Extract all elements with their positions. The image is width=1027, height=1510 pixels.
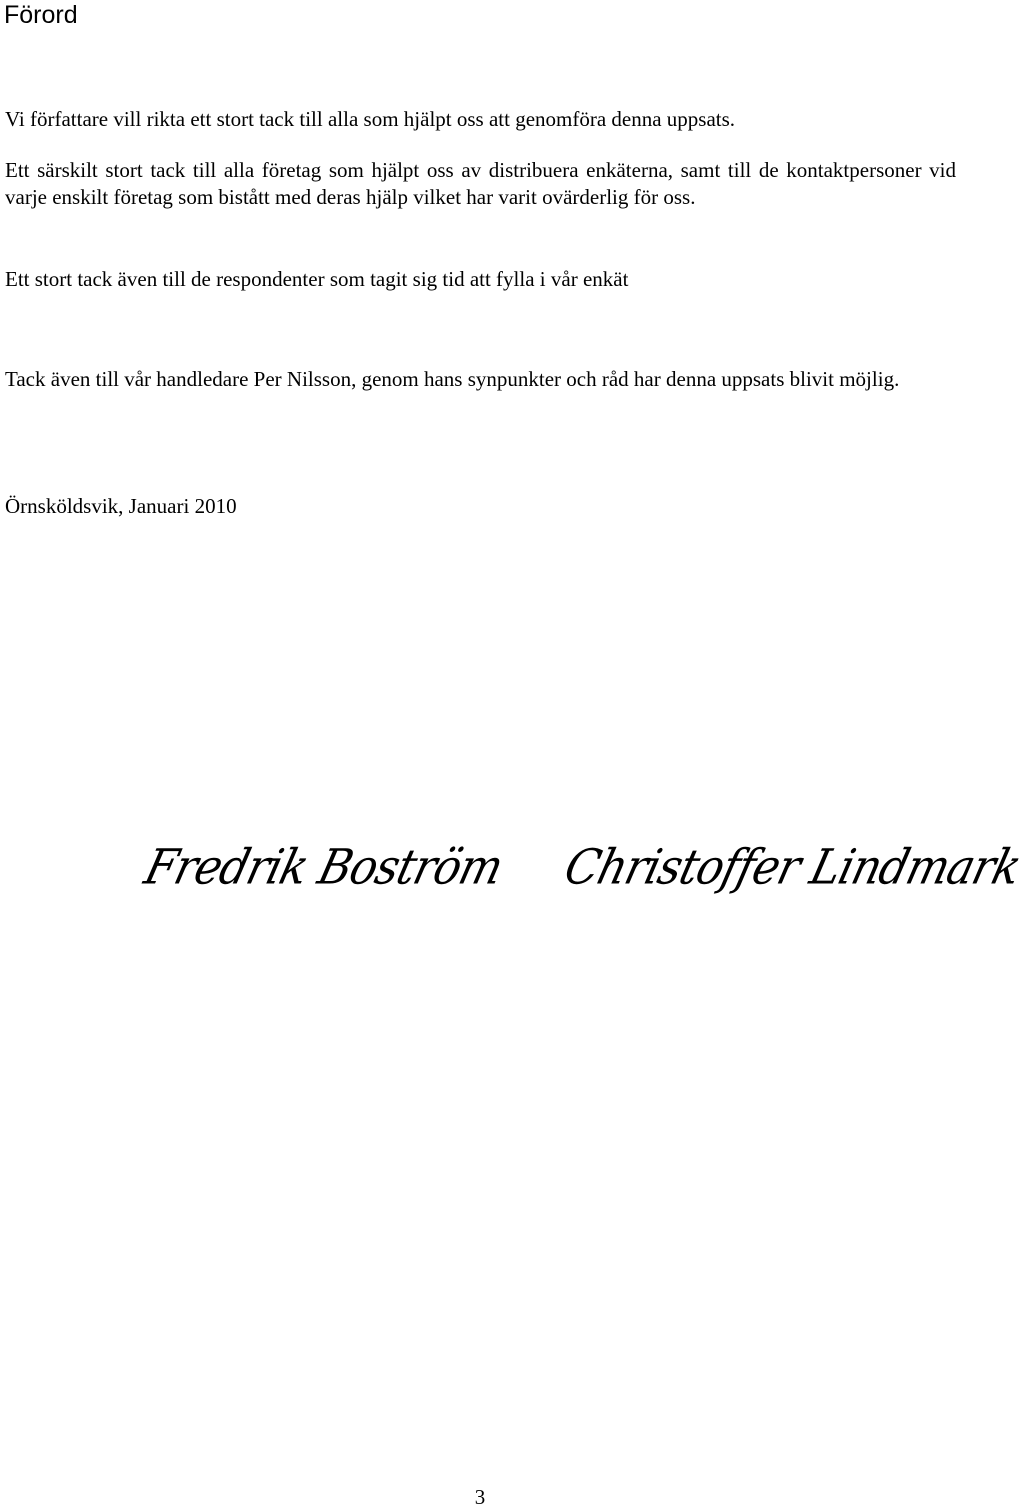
signature-christoffer: Christoffer Lindmark (559, 839, 1027, 896)
paragraph-intro: Vi författare vill rikta ett stort tack till alla som hjälpt oss att genomföra denna uppsats. (5, 107, 736, 131)
paragraph-respondents: Ett stort tack även till de respondenter som tagit sig tid att fylla i vår enkät (5, 267, 629, 291)
page-number: 3 (474, 1485, 486, 1509)
page-title: Förord (4, 1, 78, 29)
paragraph-supervisor: Tack även till vår handledare Per Nilsson, genom hans synpunkter och råd har denna uppsats blivit möjlig. (5, 367, 900, 391)
paragraph-companies: Ett särskilt stort tack till alla företag som hjälpt oss av distribuera enkäterna, samt till de kontaktpersoner vid varje enskilt företag som bistått med deras hjälp vilket har varit ovärderlig för oss. (5, 158, 956, 209)
signature-fredrik: Fredrik Boström (139, 839, 508, 896)
place-date: Örnsköldsvik, Januari 2010 (5, 494, 237, 518)
